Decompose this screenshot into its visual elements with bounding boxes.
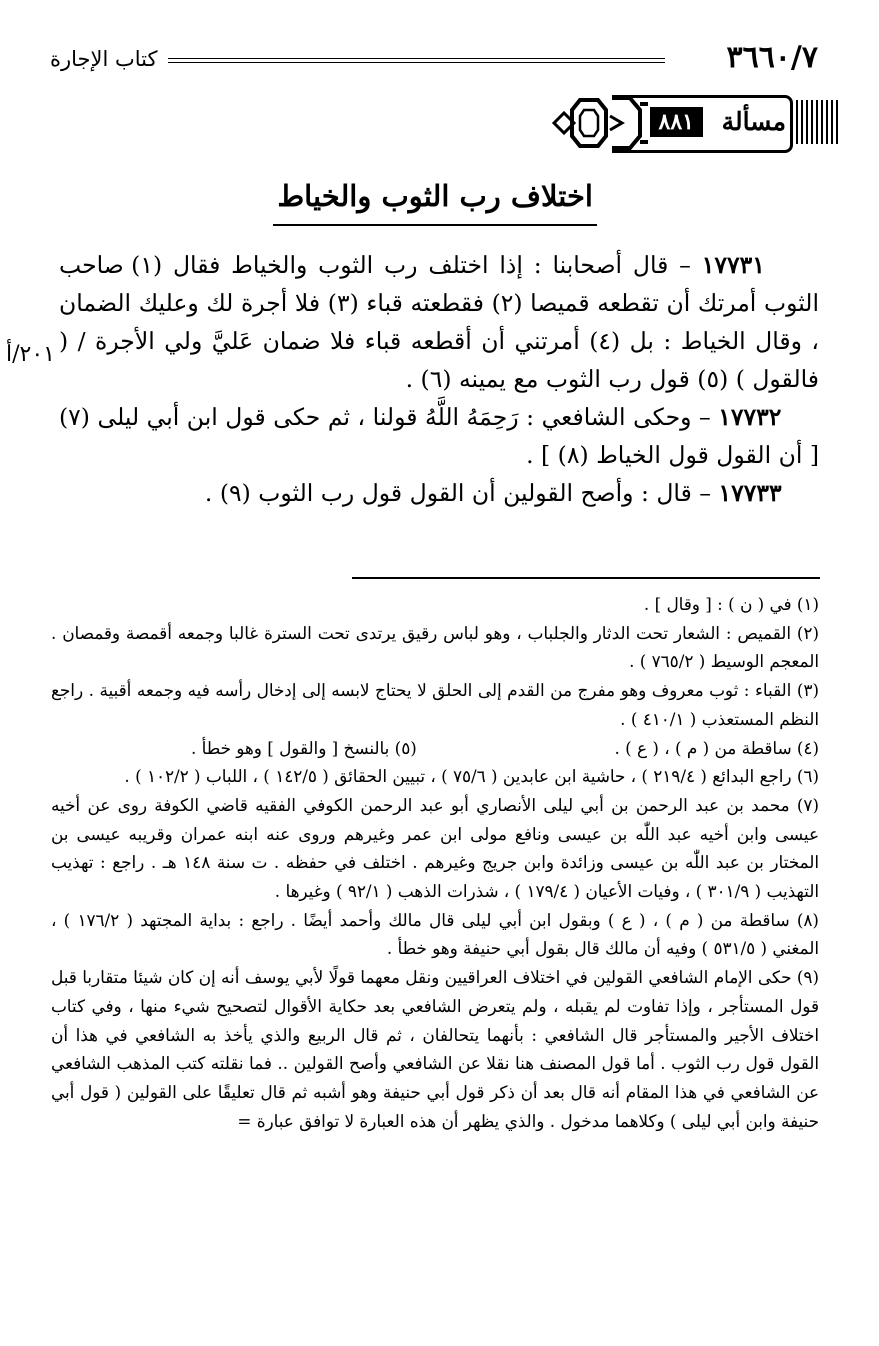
footnote: (٩) حكى الإمام الشافعي القولين في اختلاف العراقيين ونقل معهما قولًا لأبي يوسف أنه إن كان شيئا متقاربا قبل قول المستأجر ، وإذا تفاوت لم يقبله ، ولم يتعرض الشافعي بعد حكاية الأقوال لتصحيح شيء منها ، وفي كتاب اختلاف الأجير والمستأجر قال الشافعي : بأنهما يتحالفان ، ثم قال الربيع والذي يأخذ به الشافعي في هذا أن القول قول رب الثوب . أما قول المصنف هنا نقلا عن الشافعي وأصح القولين .. فما نقلته كتب المذهب الشافعي عن الشافعي في هذا المقام أنه قال بعد أن ذكر قول أبي حنيفة وهو أشبه ثم قال تعليقًا على القولين ( قول أبي حنيفة وابن أبي ليلى ) وكلاهما مدخول . والذي يظهر أن هذه العبارة لا توافق عبارة = [51, 967, 819, 1131]
paragraph-text: – قال : وأصح القولين أن القول قول رب الثوب (٩) . [204, 479, 712, 507]
chapter-title: اختلاف رب الثوب والخياط [273, 172, 597, 226]
main-text [59, 246, 819, 512]
paragraph-number: ١٧٧٣١ [701, 251, 765, 279]
footnote: (٧) محمد بن عبد الرحمن بن أبي ليلى الأنصاري أبو عبد الرحمن الكوفي الفقيه قاضي الكوفة روى عن أخيه عيسى وابن أخيه عبد اللّٰه بن عيسى ونافع مولى ابن عمر وغيرهم وروى عنه ابنه عمران وقريبه عيسى بن المختار بن عبد اللّٰه بن عيسى وزائدة وابن جريج وغيرهم . اختلف في حفظه . ت سنة ١٤٨ هـ . راجع : تهذيب التهذيب ( ٣٠١/٩ ) ، وفيات الأعيان ( ١٧٩/٤ ) ، شذرات الذهب ( ٩٢/١ ) وغيرها . [51, 794, 820, 902]
footnote: (٢) القميص : الشعار تحت الدثار والجلباب ، وهو لباس رقيق يرتدى تحت السترة غالبا وجمعه أقمصة وقمصان . المعجم الوسيط ( ٧٦٥/٢ ) . [51, 622, 819, 672]
masala-label: مسألة [721, 107, 786, 136]
masala-badge [548, 90, 838, 156]
barcode-ornament-icon [796, 100, 838, 144]
running-header [50, 38, 820, 78]
paragraph-number: ١٧٧٣٣ [718, 479, 782, 507]
header-double-rule [168, 58, 665, 63]
arabesque-ornament-icon [550, 92, 650, 154]
paragraph-number: ١٧٧٣٢ [718, 403, 782, 431]
margin-folio-reference: ٢٠١/أ [6, 342, 55, 367]
page-number: ٣٦٦٠/٧ [726, 40, 818, 75]
book-title: كتاب الإجارة [50, 47, 158, 71]
footnote: (٣) القباء : ثوب معروف وهو مفرج من القدم إلى الحلق لا يحتاج لابسه إلى إدخال رأسه فيه وجمعه أقبية . راجع النظم المستعذب ( ٤١٠/١ ) . [51, 680, 819, 729]
footnote: (٤) ساقطة من ( م ) ، ( ع ) . [614, 737, 819, 758]
paragraph [59, 474, 819, 512]
footnote: (٦) راجع البدائع ( ٢١٩/٤ ) ، حاشية ابن عابدين ( ٧٥/٦ ) ، تبيين الحقائق ( ١٤٢/٥ ) ، اللباب ( ١٠٢/٢ ) . [124, 766, 819, 787]
paragraph-text: – قال أصحابنا : إذا اختلف رب الثوب والخياط فقال (١) صاحب الثوب أمرتك أن تقطعه قميصا (٢) فقطعته قباء (٣) فلا أجرة لك وعليك الضمان ، وقال الخياط : بل (٤) أمرتني أن أقطعه قباء فلا ضمان عَليَّ ولي الأجرة / ( فالقول ) (٥) قول رب الثوب مع يمينه (٦) . [59, 251, 819, 393]
footnote-row [51, 734, 819, 763]
masala-number: ٨٨١ [650, 107, 703, 137]
footnote-separator [352, 577, 820, 579]
paragraph [59, 246, 819, 398]
paragraph [59, 398, 819, 474]
paragraph-text: – وحكى الشافعي : رَحِمَهُ اللَّهُ قولنا ، ثم حكى قول ابن أبي ليلى (٧) [ أن القول قول الخياط (٨) ] . [59, 403, 819, 469]
footnote: (١) في ( ن ) : [ وقال ] . [643, 594, 819, 614]
footnote: (٥) بالنسخ [ والقول ] وهو خطأ . [191, 737, 417, 758]
footnotes [51, 590, 819, 1135]
footnote: (٨) ساقطة من ( م ) ، ( ع ) وبقول ابن أبي ليلى قال مالك وأحمد أيضًا . راجع : بداية المجتهد ( ١٧٦/٢ ) ، المغني ( ٥٣١/٥ ) وفيه أن مالك قال بقول أبي حنيفة وهو خطأ . [51, 909, 819, 959]
